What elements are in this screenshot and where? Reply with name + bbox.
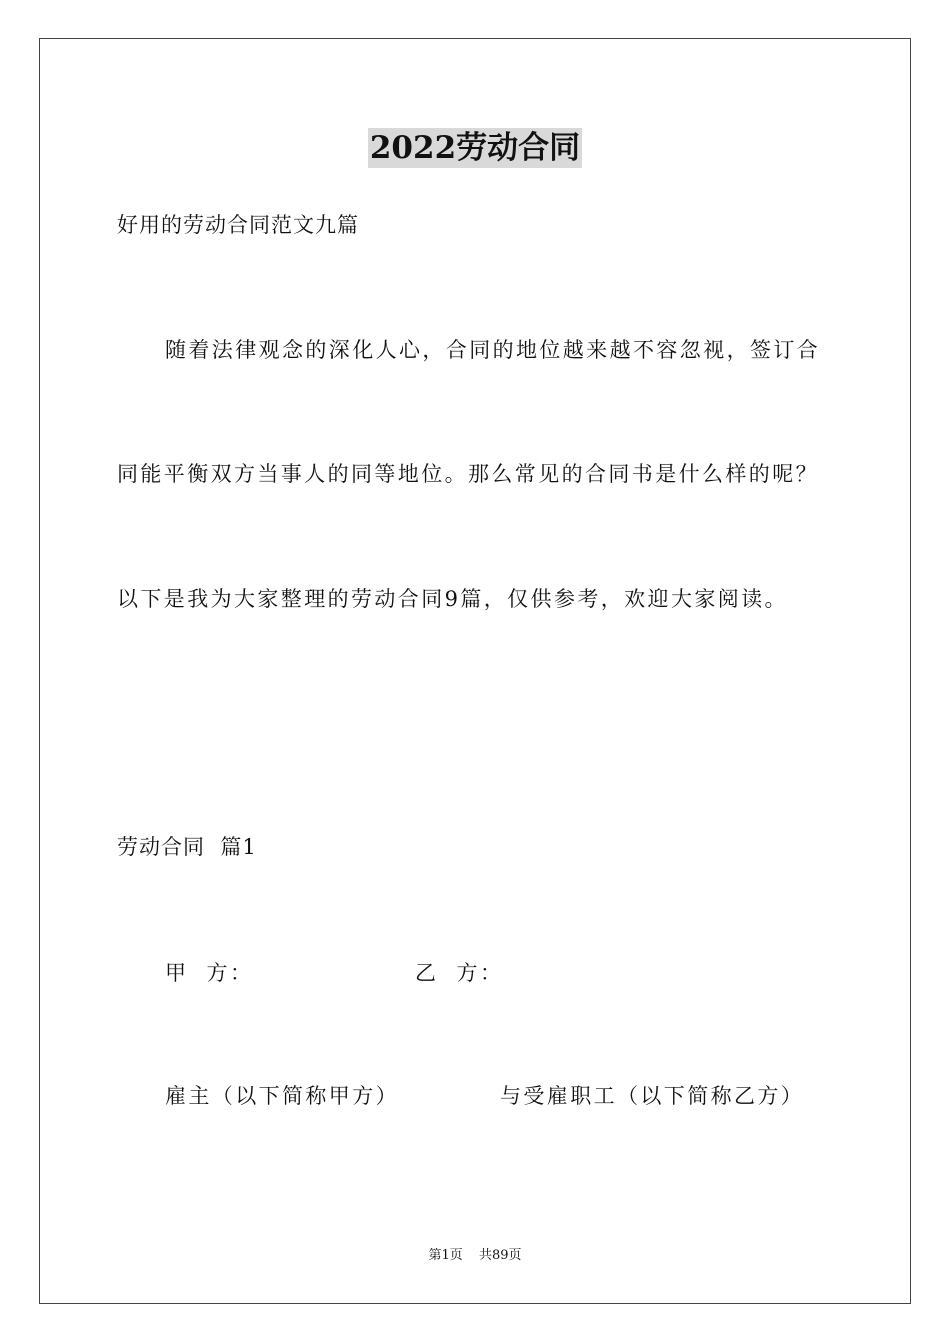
page-number-total: 共89页 — [478, 1248, 522, 1263]
intro-paragraph-line-1: 随着法律观念的深化人心，合同的地位越来越不容忽视，签订合 — [165, 338, 821, 362]
party-a-label: 甲 方： — [165, 961, 254, 985]
page-number-current: 第1页 — [428, 1248, 463, 1263]
section-heading: 劳动合同 篇1 — [117, 835, 257, 859]
document-title-container — [0, 128, 950, 172]
party-b-label: 乙 方： — [415, 961, 504, 985]
document-subtitle: 好用的劳动合同范文九篇 — [117, 213, 359, 237]
page-footer — [0, 1247, 950, 1265]
intro-paragraph-line-3: 以下是我为大家整理的劳动合同9篇，仅供参考，欢迎大家阅读。 — [117, 587, 788, 611]
employer-label: 雇主（以下简称甲方） — [165, 1084, 399, 1108]
document-title: 2022劳动合同 — [369, 130, 581, 166]
intro-paragraph-line-2: 同能平衡双方当事人的同等地位。那么常见的合同书是什么样的呢？ — [117, 462, 819, 486]
employee-label: 与受雇职工（以下简称乙方） — [500, 1084, 805, 1108]
